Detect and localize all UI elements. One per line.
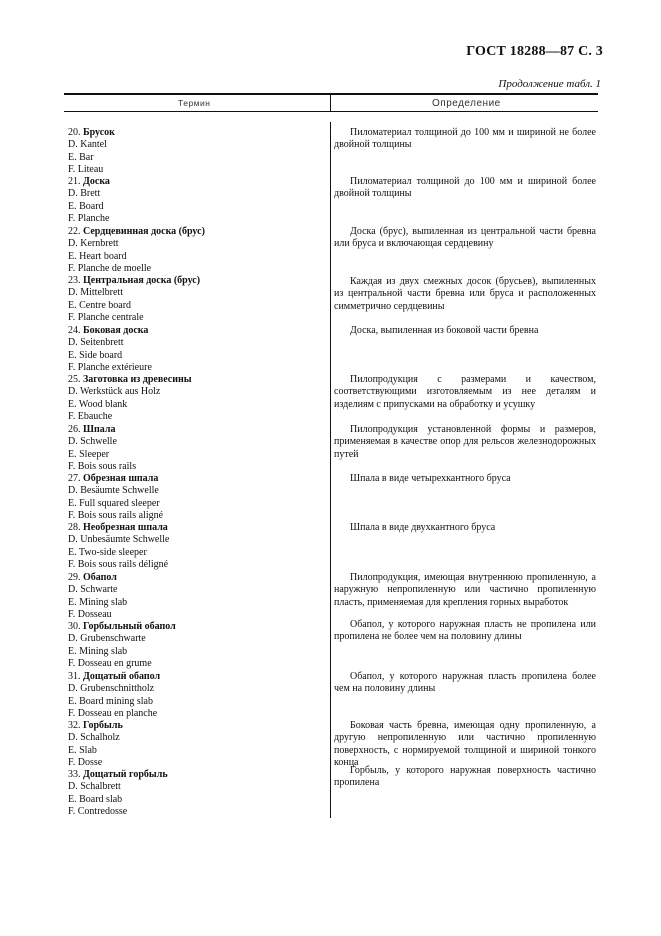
- body-column-divider: [330, 122, 331, 818]
- term-definition: [334, 522, 596, 534]
- term-french: F. Planche: [68, 212, 110, 224]
- term-german: D. Werkstück aus Holz: [68, 386, 161, 398]
- term-number: 21.: [68, 176, 81, 187]
- term-english: E. Wood blank: [68, 398, 128, 410]
- term-definition: [334, 325, 596, 337]
- term-english: E. Board mining slab: [68, 695, 153, 707]
- term-german: D. Kernbrett: [68, 238, 119, 250]
- term-german: D. Schalholz: [68, 732, 120, 744]
- term-german: D. Unbesäumte Schwelle: [68, 534, 170, 546]
- term-entry: [68, 226, 328, 275]
- term-french: F. Dosseau: [68, 608, 112, 620]
- definition-text: Пиломатериал толщиной до 100 мм и шириной более двойной толщины: [334, 176, 596, 200]
- term-english: E. Centre board: [68, 299, 132, 311]
- definition-text: Обапол, у которого наружная пласть не пропилена или пропилена не более чем на половину длины: [334, 619, 596, 643]
- term-russian: [68, 127, 328, 139]
- term-russian: [68, 522, 328, 534]
- term-english: E. Two-side sleeper: [68, 546, 147, 558]
- term-definition: [334, 226, 596, 251]
- term-german: D. Brett: [68, 188, 101, 200]
- term-definition: [334, 127, 596, 152]
- definition-text: Горбыль, у которого наружная поверхность частично пропилена: [334, 765, 596, 789]
- term-definition: [334, 572, 596, 609]
- term-french: F. Planche extérieure: [68, 361, 152, 373]
- term-russian: [68, 176, 328, 188]
- term-number: 27.: [68, 473, 81, 484]
- term-entry: [68, 769, 328, 818]
- table-continuation-caption: Продолжение табл. 1: [498, 78, 601, 90]
- term-german: D. Schwelle: [68, 436, 117, 448]
- term-english: E. Board slab: [68, 793, 123, 805]
- term-russian: [68, 275, 328, 287]
- term-russian-name: Обрезная шпала: [83, 473, 159, 484]
- term-german: D. Grubenschwarte: [68, 633, 146, 645]
- term-definition: [334, 765, 596, 790]
- term-number: 32.: [68, 720, 81, 731]
- definition-text: Шпала в виде четырехкантного бруса: [350, 473, 511, 484]
- term-russian-name: Центральная доска (брус): [83, 275, 201, 286]
- term-german: D. Seitenbrett: [68, 337, 124, 349]
- term-french: F. Dosseau en planche: [68, 707, 158, 719]
- term-entry: [68, 671, 328, 720]
- term-german: D. Mittelbrett: [68, 287, 123, 299]
- term-french: F. Contredosse: [68, 805, 128, 817]
- term-entry: [68, 374, 328, 423]
- term-entry: [68, 176, 328, 225]
- term-number: 25.: [68, 374, 81, 385]
- document-header: ГОСТ 18288—87 С. 3: [466, 44, 603, 59]
- definition-text: Боковая часть бревна, имеющая одну пропиленную, а другую непропиленную или частично пропиленную поверхность, с нормируемой толщиной и шириной тонкого конца: [334, 720, 596, 769]
- definition-text: Пиломатериал толщиной до 100 мм и шириной не более двойной толщины: [334, 127, 596, 151]
- term-russian-name: Дощатый обапол: [83, 671, 161, 682]
- term-english: E. Bar: [68, 151, 94, 163]
- term-number: 28.: [68, 522, 81, 533]
- term-entry: [68, 275, 328, 324]
- term-french: F. Planche de moelle: [68, 262, 152, 274]
- term-french: F. Bois sous rails: [68, 460, 137, 472]
- term-definition: [334, 176, 596, 201]
- term-russian: [68, 424, 328, 436]
- term-entry: [68, 473, 328, 522]
- term-entry: [68, 720, 328, 769]
- term-definition: [334, 424, 596, 461]
- column-header-definition: Определение: [432, 98, 501, 109]
- definition-text: Доска (брус), выпиленная из центральной части бревна или бруса и включающая сердцевину: [334, 226, 596, 250]
- term-french: F. Dosse: [68, 756, 103, 768]
- term-russian-name: Брусок: [83, 127, 115, 138]
- term-russian-name: Боковая доска: [83, 325, 149, 336]
- term-definition: [334, 374, 596, 411]
- term-german: D. Besäumte Schwelle: [68, 485, 159, 497]
- term-english: E. Board: [68, 200, 104, 212]
- term-entry: [68, 621, 328, 670]
- term-german: D. Schwarte: [68, 584, 118, 596]
- term-number: 33.: [68, 769, 81, 780]
- definition-text: Шпала в виде двухкантного бруса: [350, 522, 496, 533]
- term-english: E. Sleeper: [68, 448, 110, 460]
- term-english: E. Full squared sleeper: [68, 497, 160, 509]
- term-russian-name: Доска: [83, 176, 110, 187]
- term-definition: [334, 671, 596, 696]
- term-entry: [68, 424, 328, 473]
- term-german: D. Kantel: [68, 139, 107, 151]
- term-russian: [68, 325, 328, 337]
- term-french: F. Bois sous rails aligné: [68, 509, 164, 521]
- term-russian: [68, 621, 328, 633]
- term-english: E. Side board: [68, 349, 123, 361]
- term-russian-name: Дощатый горбыль: [83, 769, 168, 780]
- term-russian: [68, 572, 328, 584]
- definition-text: Пилопродукция установленной формы и размеров, применяемая в качестве опор для рельсов железнодорожных путей: [334, 424, 596, 460]
- term-russian-name: Сердцевинная доска (брус): [83, 226, 205, 237]
- definition-text: Доска, выпиленная из боковой части бревна: [350, 325, 539, 336]
- term-entry: [68, 325, 328, 374]
- term-russian-name: Шпала: [83, 424, 116, 435]
- term-definition: [334, 473, 596, 485]
- term-german: D. Schalbrett: [68, 781, 121, 793]
- term-french: F. Planche centrale: [68, 311, 144, 323]
- term-russian-name: Заготовка из древесины: [83, 374, 192, 385]
- term-number: 31.: [68, 671, 81, 682]
- term-entry: [68, 522, 328, 571]
- header-column-divider: [330, 93, 331, 111]
- term-entry: [68, 572, 328, 621]
- term-russian-name: Обапол: [83, 572, 117, 583]
- table-header-rule: [64, 111, 598, 112]
- term-german: D. Grubenschnittholz: [68, 683, 155, 695]
- term-english: E. Slab: [68, 744, 97, 756]
- term-definition: [334, 619, 596, 644]
- column-header-term: Термин: [178, 98, 211, 108]
- term-english: E. Mining slab: [68, 645, 128, 657]
- definition-text: Обапол, у которого наружная пласть пропилена более чем на половину длины: [334, 671, 596, 695]
- definition-text: Пилопродукция с размерами и качеством, соответствующими изготовляемым из нее деталям и изделиям с припусками на обработку и усушку: [334, 374, 596, 410]
- term-russian: [68, 374, 328, 386]
- term-russian-name: Горбыльный обапол: [83, 621, 176, 632]
- term-number: 29.: [68, 572, 81, 583]
- term-english: E. Mining slab: [68, 596, 128, 608]
- term-french: F. Bois sous rails déligné: [68, 558, 169, 570]
- definition-text: Каждая из двух смежных досок (брусьев), выпиленных из центральной части бревна или бруса и расположенных симметрично сердцевины: [334, 276, 596, 312]
- term-russian-name: Горбыль: [83, 720, 123, 731]
- term-russian: [68, 226, 328, 238]
- term-russian: [68, 671, 328, 683]
- term-number: 22.: [68, 226, 81, 237]
- definition-text: Пилопродукция, имеющая внутреннюю пропиленную, а наружную непропиленную или частично пропиленную пласть, применяемая для крепления горных выработок: [334, 572, 596, 608]
- term-number: 26.: [68, 424, 81, 435]
- term-definition: [334, 720, 596, 770]
- term-russian-name: Необрезная шпала: [83, 522, 168, 533]
- term-english: E. Heart board: [68, 250, 127, 262]
- term-french: F. Liteau: [68, 163, 104, 175]
- term-number: 23.: [68, 275, 81, 286]
- term-french: F. Ebauche: [68, 410, 113, 422]
- term-number: 30.: [68, 621, 81, 632]
- term-number: 24.: [68, 325, 81, 336]
- table-top-rule: [64, 93, 598, 95]
- term-number: 20.: [68, 127, 81, 138]
- term-russian: [68, 769, 328, 781]
- term-russian: [68, 473, 328, 485]
- term-definition: [334, 276, 596, 313]
- term-entry: [68, 127, 328, 176]
- term-french: F. Dosseau en grume: [68, 657, 152, 669]
- term-russian: [68, 720, 328, 732]
